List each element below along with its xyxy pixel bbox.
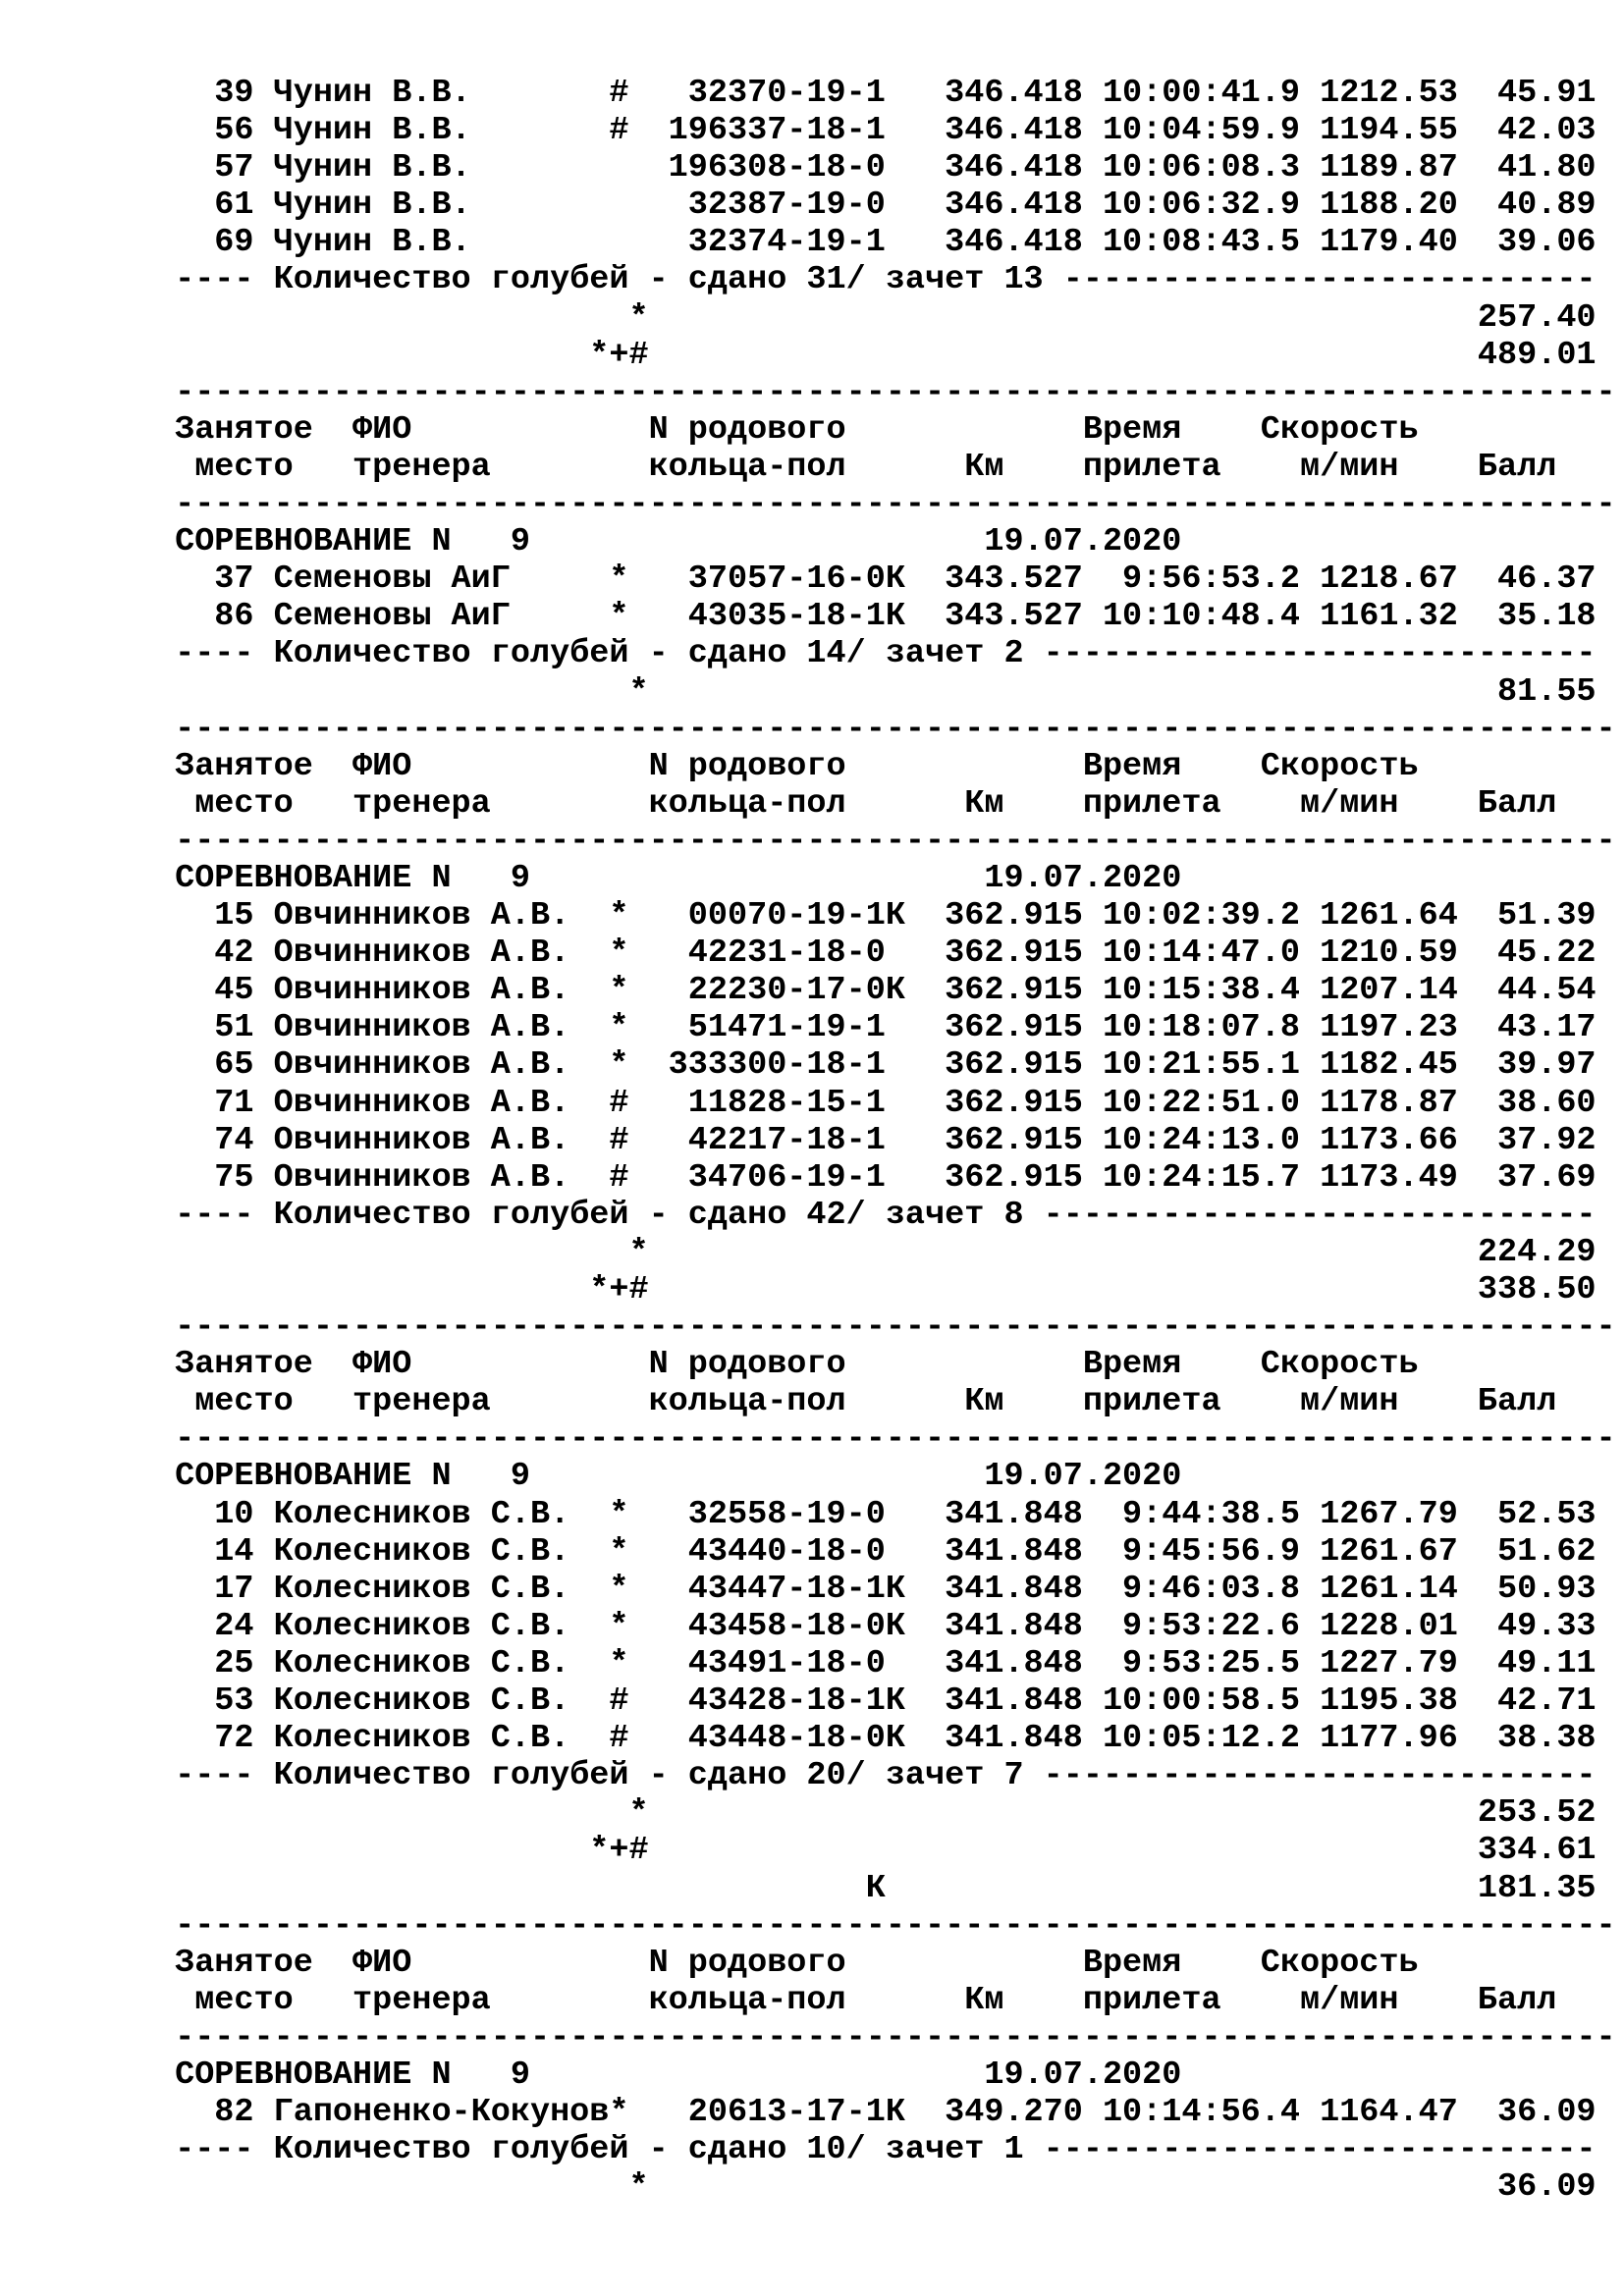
- text-line: ---- Количество голубей - сдано 20/ зачет 7 ----------------------------: [155, 1757, 1597, 1795]
- text-line: 71 Овчинников А.В. # 11828-15-1 362.915 10:22:51.0 1178.87 38.60: [155, 1084, 1597, 1122]
- text-line: 51 Овчинников А.В. * 51471-19-1 362.915 10:18:07.8 1197.23 43.17: [155, 1009, 1597, 1047]
- text-line: место тренера кольца-пол Км прилета м/мин Балл: [155, 784, 1557, 823]
- text-line: 75 Овчинников А.В. # 34706-19-1 362.915 10:24:15.7 1173.49 37.69: [155, 1158, 1597, 1197]
- text-line: -------------------------------------------------------------------------: [155, 373, 1616, 411]
- text-line: ---- Количество голубей - сдано 42/ зачет 8 ----------------------------: [155, 1196, 1597, 1234]
- text-line: 17 Колесников С.В. * 43447-18-1К 341.848 9:46:03.8 1261.14 50.93: [155, 1570, 1597, 1608]
- text-line: -------------------------------------------------------------------------: [155, 1906, 1616, 1945]
- text-line: место тренера кольца-пол Км прилета м/мин Балл: [155, 448, 1557, 486]
- report-text: [155, 75, 1616, 2206]
- text-line: -------------------------------------------------------------------------: [155, 2018, 1616, 2056]
- text-line: Занятое ФИО N родового Время Скорость: [155, 747, 1419, 785]
- text-line: -------------------------------------------------------------------------: [155, 1308, 1616, 1347]
- text-line: ---- Количество голубей - сдано 14/ зачет 2 ----------------------------: [155, 635, 1597, 673]
- text-line: 56 Чунин В.В. # 196337-18-1 346.418 10:04:59.9 1194.55 42.03: [155, 112, 1597, 150]
- text-line: * 257.40: [155, 298, 1597, 337]
- text-line: *+# 489.01: [155, 336, 1597, 374]
- text-line: -------------------------------------------------------------------------: [155, 822, 1616, 860]
- text-line: ---- Количество голубей - сдано 10/ зачет 1 ----------------------------: [155, 2131, 1597, 2169]
- text-line: место тренера кольца-пол Км прилета м/мин Балл: [155, 1981, 1557, 2019]
- text-line: -------------------------------------------------------------------------: [155, 710, 1616, 748]
- text-line: место тренера кольца-пол Км прилета м/мин Балл: [155, 1383, 1557, 1421]
- text-line: 57 Чунин В.В. 196308-18-0 346.418 10:06:08.3 1189.87 41.80: [155, 149, 1597, 187]
- text-line: СОРЕВНОВАНИЕ N 9 19.07.2020: [155, 1458, 1182, 1496]
- text-line: СОРЕВНОВАНИЕ N 9 19.07.2020: [155, 859, 1182, 897]
- text-line: ---- Количество голубей - сдано 31/ зачет 13 ---------------------------: [155, 261, 1597, 299]
- text-line: * 81.55: [155, 672, 1597, 711]
- text-line: 74 Овчинников А.В. # 42217-18-1 362.915 10:24:13.0 1173.66 37.92: [155, 1121, 1597, 1159]
- text-line: 86 Семеновы АиГ * 43035-18-1К 343.527 10:10:48.4 1161.32 35.18: [155, 598, 1597, 636]
- text-line: Занятое ФИО N родового Время Скорость: [155, 1944, 1419, 1982]
- text-line: Занятое ФИО N родового Время Скорость: [155, 410, 1419, 449]
- text-line: * 253.52: [155, 1794, 1597, 1833]
- text-line: -------------------------------------------------------------------------: [155, 1420, 1616, 1459]
- text-line: 61 Чунин В.В. 32387-19-0 346.418 10:06:32.9 1188.20 40.89: [155, 187, 1597, 225]
- text-line: 72 Колесников С.В. # 43448-18-0К 341.848 10:05:12.2 1177.96 38.38: [155, 1720, 1597, 1758]
- text-line: Занятое ФИО N родового Время Скорость: [155, 1346, 1419, 1384]
- text-line: * 36.09: [155, 2168, 1597, 2207]
- text-line: 53 Колесников С.В. # 43428-18-1К 341.848 10:00:58.5 1195.38 42.71: [155, 1682, 1597, 1721]
- text-line: *+# 338.50: [155, 1271, 1597, 1308]
- text-line: 14 Колесников С.В. * 43440-18-0 341.848 9:45:56.9 1261.67 51.62: [155, 1532, 1597, 1571]
- text-line: * 224.29: [155, 1233, 1597, 1271]
- text-line: 42 Овчинников А.В. * 42231-18-0 362.915 10:14:47.0 1210.59 45.22: [155, 934, 1597, 973]
- text-line: СОРЕВНОВАНИЕ N 9 19.07.2020: [155, 2056, 1182, 2094]
- text-line: 39 Чунин В.В. # 32370-19-1 346.418 10:00:41.9 1212.53 45.91: [155, 75, 1597, 112]
- text-line: -------------------------------------------------------------------------: [155, 486, 1616, 524]
- text-line: СОРЕВНОВАНИЕ N 9 19.07.2020: [155, 523, 1182, 561]
- text-line: 65 Овчинников А.В. * 333300-18-1 362.915 10:21:55.1 1182.45 39.97: [155, 1046, 1597, 1085]
- text-line: 82 Гапоненко-Кокунов* 20613-17-1К 349.270 10:14:56.4 1164.47 36.09: [155, 2094, 1597, 2132]
- text-line: 25 Колесников С.В. * 43491-18-0 341.848 9:53:25.5 1227.79 49.11: [155, 1644, 1597, 1682]
- text-line: 15 Овчинников А.В. * 00070-19-1К 362.915 10:02:39.2 1261.64 51.39: [155, 897, 1597, 935]
- text-line: 37 Семеновы АиГ * 37057-16-0К 343.527 9:56:53.2 1218.67 46.37: [155, 561, 1597, 599]
- text-line: 24 Колесников С.В. * 43458-18-0К 341.848 9:53:22.6 1228.01 49.33: [155, 1607, 1597, 1645]
- text-line: 45 Овчинников А.В. * 22230-17-0К 362.915 10:15:38.4 1207.14 44.54: [155, 972, 1597, 1010]
- text-line: 69 Чунин В.В. 32374-19-1 346.418 10:08:43.5 1179.40 39.06: [155, 224, 1597, 262]
- text-line: К 181.35: [155, 1869, 1597, 1907]
- text-line: *+# 334.61: [155, 1832, 1597, 1870]
- text-line: 10 Колесников С.В. * 32558-19-0 341.848 9:44:38.5 1267.79 52.53: [155, 1495, 1597, 1533]
